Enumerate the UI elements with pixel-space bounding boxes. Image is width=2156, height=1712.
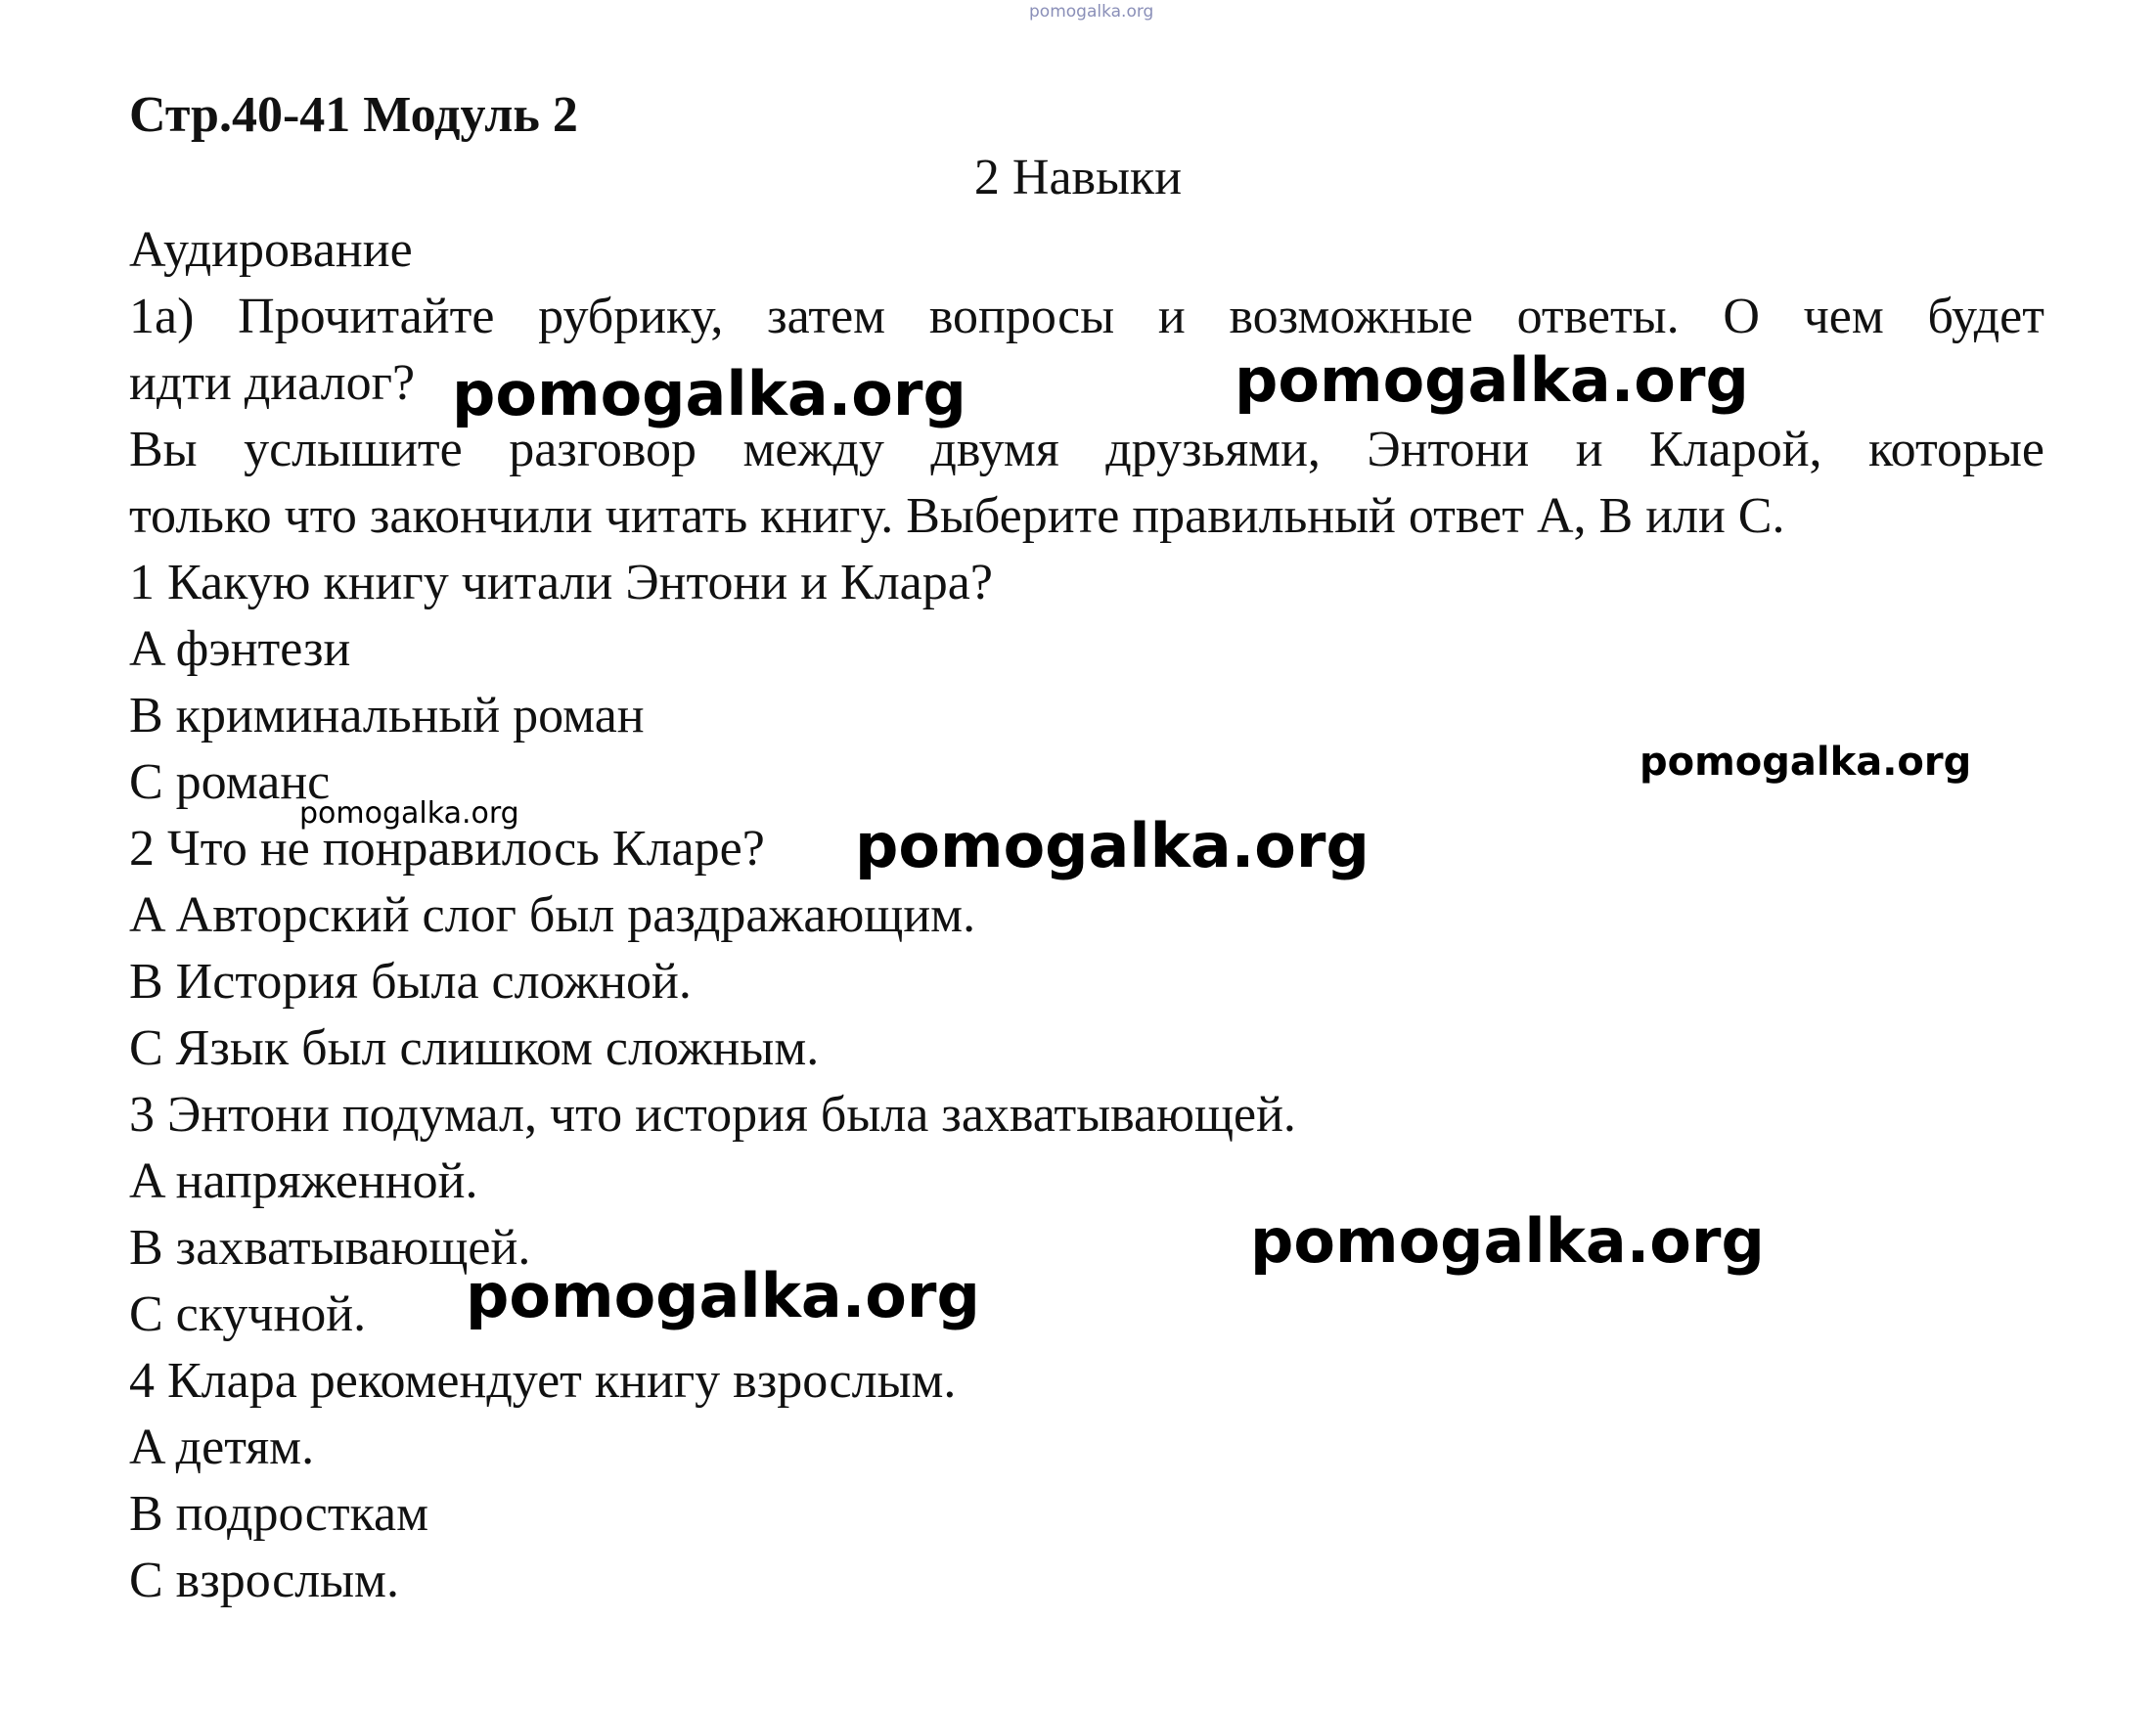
watermark-1: pomogalka.org — [452, 358, 966, 429]
watermark-7: pomogalka.org — [466, 1260, 980, 1331]
q3-option-c: C скучной. — [129, 1286, 367, 1342]
subsection-title: Аудирование — [129, 222, 413, 278]
watermark-top: pomogalka.org — [1029, 2, 1154, 22]
task-line-1: 1a) Прочитайте рубрику, затем вопросы и возможные ответы. О чем будет — [129, 289, 2044, 344]
section-title: 2 Навыки — [973, 150, 1183, 205]
question-2: 2 Что не понравилось Кларе? — [129, 821, 765, 877]
question-1: 1 Какую книгу читали Энтони и Клара? — [129, 555, 993, 610]
q2-option-c: C Язык был слишком сложным. — [129, 1020, 820, 1076]
q4-option-a: A детям. — [129, 1419, 315, 1475]
question-4: 4 Клара рекомендует книгу взрослым. — [129, 1353, 957, 1409]
q1-option-b: B криминальный роман — [129, 688, 645, 743]
q1-option-c: C романс — [129, 754, 331, 810]
watermark-4: pomogalka.org — [299, 796, 519, 831]
watermark-5: pomogalka.org — [855, 810, 1370, 881]
q1-option-a: A фэнтези — [129, 621, 351, 677]
watermark-3: pomogalka.org — [1639, 740, 1972, 785]
watermark-6: pomogalka.org — [1250, 1205, 1765, 1277]
task-line-2: идти диалог? — [129, 355, 416, 411]
q2-option-a: A Авторский слог был раздражающим. — [129, 887, 976, 943]
question-3: 3 Энтони подумал, что история была захватывающей. — [129, 1087, 1296, 1143]
intro-line-2: только что закончили читать книгу. Выберите правильный ответ А, В или С. — [129, 488, 1785, 544]
q4-option-b: B подросткам — [129, 1486, 429, 1542]
q2-option-b: B История была сложной. — [129, 954, 692, 1010]
watermark-2: pomogalka.org — [1235, 344, 1749, 416]
intro-line-1: Вы услышите разговор между двумя друзьями, Энтони и Кларой, которые — [129, 422, 2044, 477]
q3-option-b: B захватывающей. — [129, 1220, 531, 1276]
page-heading: Стр.40-41 Модуль 2 — [129, 87, 578, 143]
q4-option-c: C взрослым. — [129, 1553, 399, 1608]
q3-option-a: A напряженной. — [129, 1153, 478, 1209]
